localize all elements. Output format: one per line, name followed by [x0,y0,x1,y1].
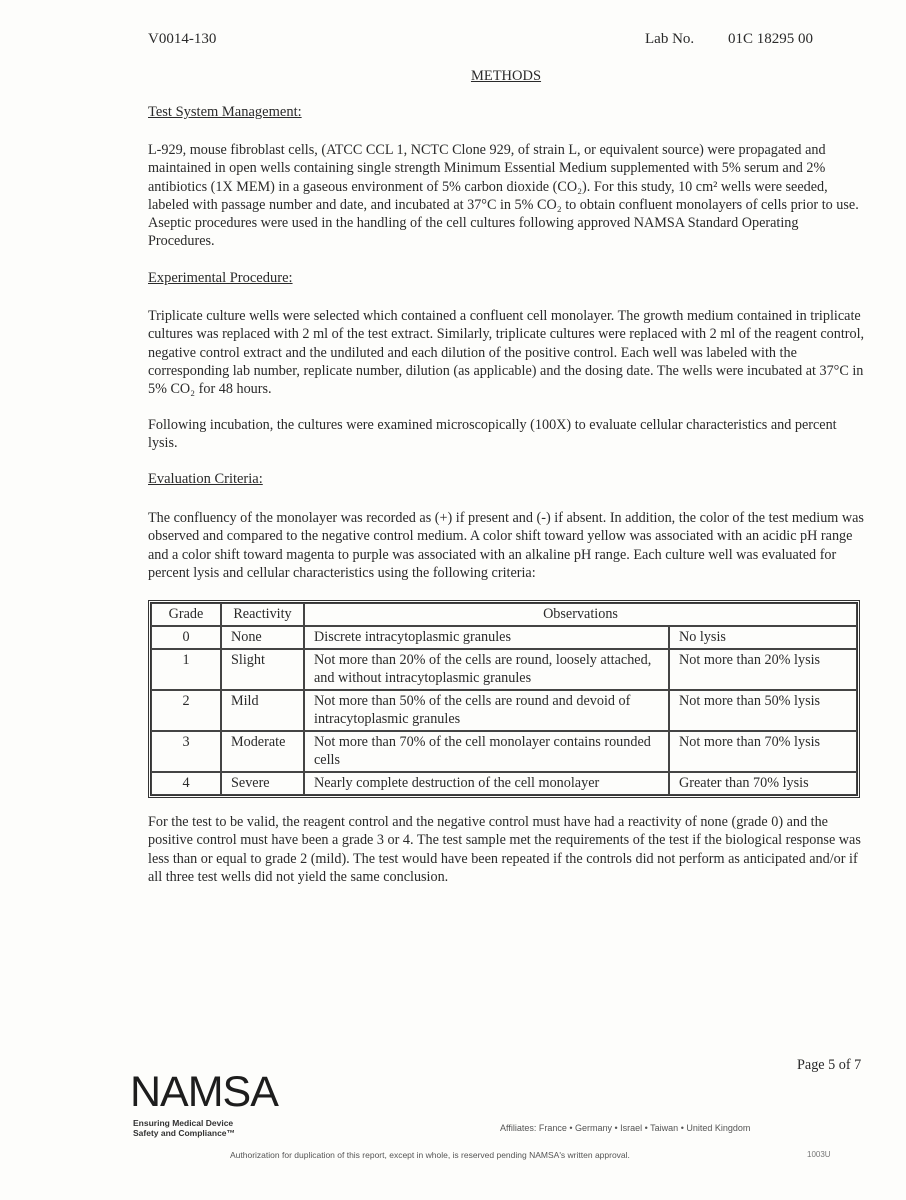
lysis-cell: Not more than 20% lysis [669,649,857,690]
table-row [151,626,857,649]
lysis-cell: No lysis [669,626,857,649]
evaluation-text: The confluency of the monolayer was recorded as (+) if present and (-) if absent. In addition, the color of the test medium was observed and compared to the negative control medium. A color shift toward yellow was associated with an acidic pH range and a color shift toward magenta to purple was associated with an alkaline pH range. Each culture well was evaluated for percent lysis and cellular characteristics using the following criteria: [148,510,864,581]
criteria-table [148,600,860,798]
column-header-reactivity: Reactivity [221,603,304,626]
description-cell: Not more than 20% of the cells are round, loosely attached, and without intracytoplasmic granules [304,649,669,690]
company-tagline [133,1118,235,1138]
incubation-text: Following incubation, the cultures were examined microscopically (100X) to evaluate cellular characteristics and percent lysis. [148,417,837,452]
column-header-observations: Observations [304,603,857,626]
lysis-cell: Not more than 50% lysis [669,690,857,731]
validity-text: For the test to be valid, the reagent control and the negative control must have had a reactivity of none (grade 0) and the positive control must have been a grade 3 or 4. The test sample met the requirements of the test if the biological response was less than or equal to grade 2 (mild). The test would have been repeated if the controls did not perform as anticipated and/or if all three test wells did not yield the same conclusion. [148,814,861,885]
lysis-cell: Not more than 70% lysis [669,731,857,772]
grade-cell: 3 [151,731,221,772]
section-heading-test-system: Test System Management: [148,104,302,120]
lysis-cell: Greater than 70% lysis [669,772,857,795]
section-heading-evaluation: Evaluation Criteria: [148,471,263,487]
form-number: 1003U [807,1150,831,1159]
affiliates-text: Affiliates: France • Germany • Israel • Taiwan • United Kingdom [500,1123,751,1133]
experimental-paragraph [148,307,868,398]
table-row [151,731,857,772]
validity-paragraph [148,813,868,886]
reactivity-cell: Slight [221,649,304,690]
reactivity-cell: Mild [221,690,304,731]
table-row [151,690,857,731]
reactivity-cell: None [221,626,304,649]
description-cell: Not more than 70% of the cell monolayer contains rounded cells [304,731,669,772]
grade-cell: 4 [151,772,221,795]
grade-cell: 0 [151,626,221,649]
tagline-line-1: Ensuring Medical Device [133,1118,234,1128]
page-number: Page 5 of 7 [797,1057,862,1073]
document-code: V0014-130 [148,31,217,47]
test-system-paragraph [148,141,868,251]
reactivity-cell: Severe [221,772,304,795]
authorization-notice: Authorization for duplication of this report, except in whole, is reserved pending NAMSA's written approval. [230,1150,630,1160]
page-title: METHODS [470,68,542,84]
namsa-logo: NAMSA [130,1068,278,1116]
grade-cell: 2 [151,690,221,731]
description-cell: Not more than 50% of the cells are round and devoid of intracytoplasmic granules [304,690,669,731]
experimental-text: Triplicate culture wells were selected which contained a confluent cell monolayer. The growth medium contained in triplicate cultures was replaced with 2 ml of the test extract. Similarly, triplicate cultures were replaced with 2 ml of the reagent control, negative control extract and the undiluted and each dilution of the positive control. Each well was labeled with the corresponding lab number, replicate number, dilution (as applicable) and the dosing date. The wells were incubated at 37°C in 5% CO₂ for 48 hours. [148,308,865,398]
section-heading-experimental: Experimental Procedure: [148,270,293,286]
tagline-line-2: Safety and Compliance™ [133,1128,236,1138]
table-row [151,772,857,795]
grade-cell: 1 [151,649,221,690]
lab-no-label: Lab No. [645,31,695,47]
reactivity-cell: Moderate [221,731,304,772]
column-header-grade: Grade [151,603,221,626]
table-row [151,649,857,690]
description-cell: Discrete intracytoplasmic granules [304,626,669,649]
description-cell: Nearly complete destruction of the cell monolayer [304,772,669,795]
lab-no-value: 01C 18295 00 [728,31,814,47]
incubation-paragraph [148,416,868,453]
table-header-row [151,603,857,626]
test-system-text: L-929, mouse fibroblast cells, (ATCC CCL 1, NCTC Clone 929, of strain L, or equivalent source) were propagated and maintained in open wells containing single strength Minimum Essential Medium supplemented with 5% serum and 2% antibiotics (1X MEM) in a gaseous environment of 5% carbon dioxide (CO₂). For this study, 10 cm² wells were seeded, labeled with passage number and date, and incubated at 37°C in 5% CO₂ to obtain confluent monolayers of cells prior to use. Aseptic procedures were used in the handling of the cell cultures following approved NAMSA Standard Operating Procedures. [148,142,859,250]
evaluation-paragraph [148,509,868,582]
